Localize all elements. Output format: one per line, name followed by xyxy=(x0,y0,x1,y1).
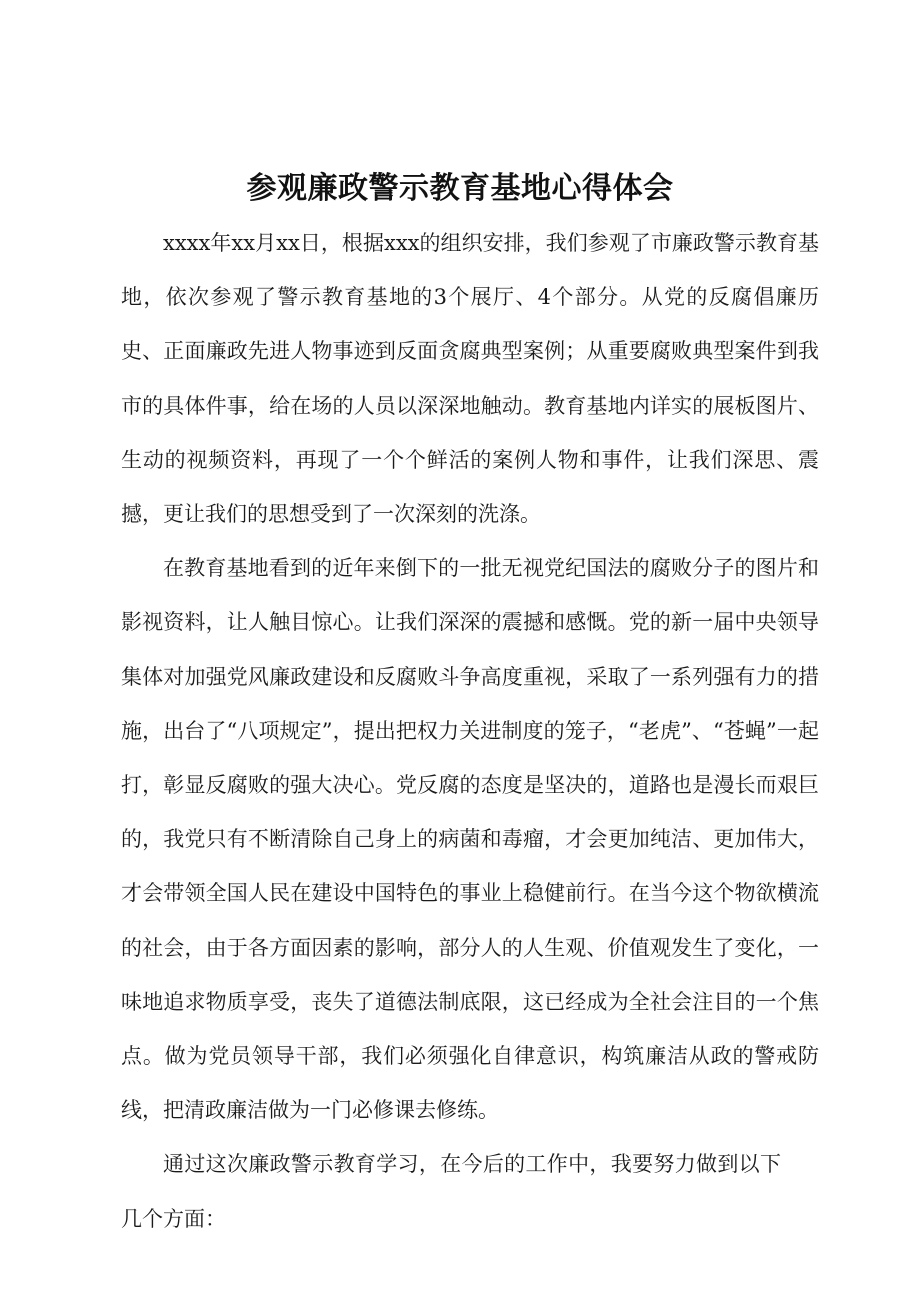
document-title: 参观廉政警示教育基地心得体会 xyxy=(246,171,674,206)
paragraph-2: 在教育基地看到的近年来倒下的一批无视党纪国法的腐败分子的图片和影视资料，让人触目惊心。让我们深深的震撼和感慨。党的新一届中央领导集体对加强党风廉政建设和反腐败斗争高度重视，采取了一系列强有力的措施，出台了“八项规定”，提出把权力关进制度的笼子，“老虎”、“苍蝇”一起打，彰显反腐败的强大决心。党反腐的态度是坚决的，道路也是漫长而艰巨的，我党只有不断清除自己身上的病菌和毒瘤，才会更加纯洁、更加伟大，才会带领全国人民在建设中国特色的事业上稳健前行。在当今这个物欲横流的社会，由于各方面因素的影响，部分人的人生观、价值观发生了变化，一味地追求物质享受，丧失了道德法制底限，这已经成为全社会注目的一个焦点。做为党员领导干部，我们必须强化自律意识，构筑廉洁从政的警戒防线，把清政廉洁做为一门必修课去修练。 xyxy=(121,556,819,1123)
paragraph-3: 通过这次廉政警示教育学习，在今后的工作中，我要努力做到以下几个方面： xyxy=(121,1152,781,1231)
document-body xyxy=(121,216,819,1246)
paragraph-1: xxxx年xx月xx日，根据xxx的组织安排，我们参观了市廉政警示教育基地，依次参观了警示教育基地的3个展厅、4个部分。从党的反腐倡廉历史、正面廉政先进人物事迹到反面贪腐典型案例；从重要腐败典型案件到我市的具体件事，给在场的人员以深深地触动。教育基地内详实的展板图片、生动的视频资料，再现了一个个鲜活的案例人物和事件，让我们深思、震撼，更让我们的思想受到了一次深刻的洗涤。 xyxy=(121,231,819,527)
